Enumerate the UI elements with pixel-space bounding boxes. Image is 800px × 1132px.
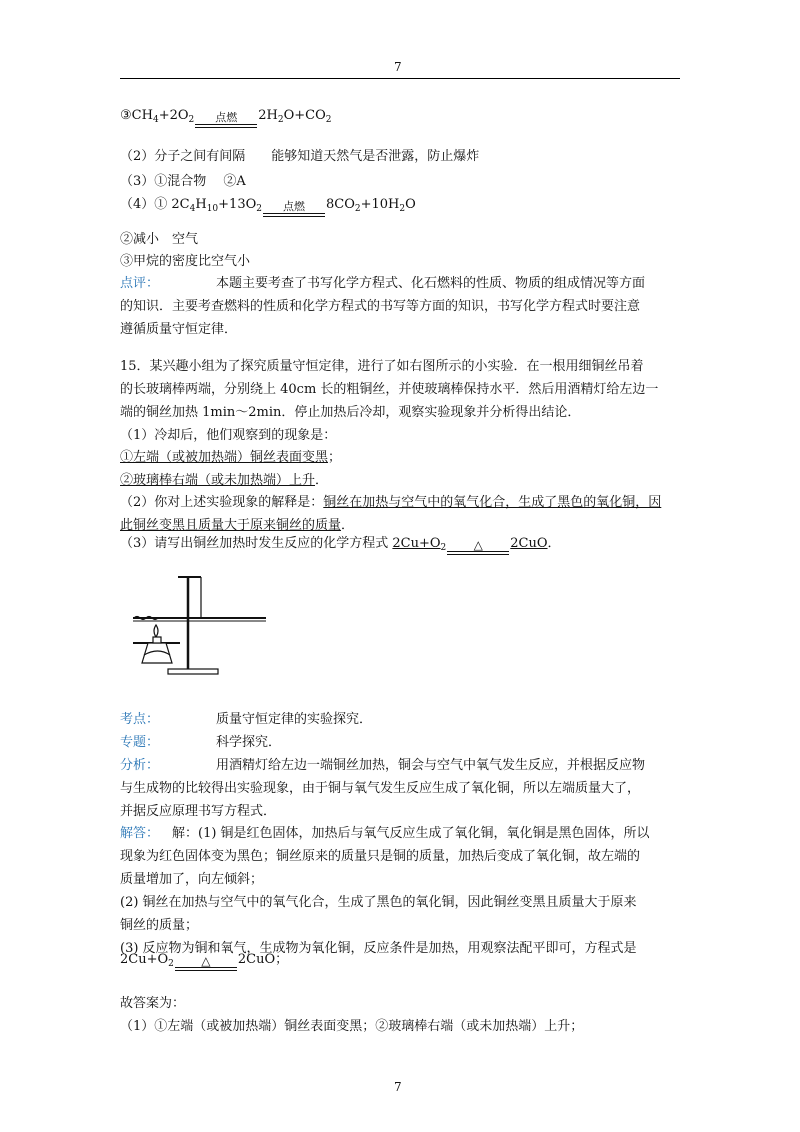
stand-base [168, 669, 218, 674]
final-answer-label: 故答案为： [120, 996, 186, 1011]
solution-equation: $2Cu+O_2$ △ 2CuO； [120, 952, 289, 969]
question-15-text-2: 的长玻璃棒两端，分别绕上 40cm 长的粗铜丝，并使玻璃棒保持水平．然后用酒精灯给左边一 [120, 382, 659, 397]
answer-line-3: （3）①混合物 ②A [120, 174, 246, 189]
final-answer-1: （1）①左端（或被加热端）铜丝表面变黑；②玻璃棒右端（或未加热端）上升； [120, 1019, 584, 1034]
solution-row-2: 现象为红色固体变为黑色；铜丝原来的质量只是铜的质量，加热后变成了氧化铜，故左端的 [120, 849, 641, 864]
reaction-arrow: △ [175, 955, 237, 971]
header-rule [120, 78, 680, 79]
comment-line-3: 遵循质量守恒定律． [120, 322, 238, 337]
solution-label: 解答： [120, 826, 160, 841]
reaction-arrow: △ [447, 539, 509, 555]
reaction-arrow: 点燃 [195, 112, 257, 128]
reaction-arrow: 点燃 [263, 201, 325, 217]
analysis-label: 分析： [120, 758, 160, 773]
header-page-number: 7 [394, 60, 402, 74]
analysis-row-3: 并据反应原理书写方程式． [120, 804, 277, 819]
subquestion-1: （1）冷却后，他们观察到的现象是： [120, 428, 337, 443]
topic-label: 专题： [120, 735, 160, 750]
equation-butane: （4）① $2C_4H_{10}+13O_2$ 点燃 $8CO_2+10H_2O$ [120, 193, 416, 217]
equation-methane: $③CH_4+2O_2$ 点燃 $2H_2O+CO_2$ [120, 108, 331, 128]
answer-line-5: ②减小 空气 [120, 232, 199, 247]
question-15-text-3: 端的铜丝加热 1min～2min．停止加热后冷却，观察实验现象并分析得出结论． [120, 405, 581, 420]
topic-row: 专题： 科学探究． [120, 731, 281, 750]
footer-page-number: 7 [394, 1080, 402, 1094]
flame-icon [154, 625, 158, 637]
comment-line-1: 点评： 本题主要考查了书写化学方程式、化石燃料的性质、物质的组成情况等方面 [120, 272, 645, 291]
answer-3-equation: （3）请写出铜丝加热时发生反应的化学方程式 $2Cu+O_2$ △ 2CuO． [120, 536, 561, 553]
experiment-apparatus-figure [128, 563, 288, 678]
key-point-label: 考点： [120, 712, 160, 727]
analysis-row-1: 分析： 用酒精灯给左边一端铜丝加热，铜会与空气中氧气发生反应，并根据反应物 [120, 754, 645, 773]
answer-1a: ①左端（或被加热端）铜丝表面变黑； [120, 450, 342, 465]
question-15-text-1: 15．某兴趣小组为了探究质量守恒定律，进行了如右图所示的小实验．在一根用细铜丝吊着 [120, 359, 644, 374]
solution-row-3: 质量增加了，向左倾斜； [120, 872, 264, 887]
answer-1b: ②玻璃棒右端（或未加热端）上升． [120, 473, 329, 488]
solution-row-5: 铜丝的质量； [120, 918, 199, 933]
solution-row-1: 解答： 解：(1) 铜是红色固体，加热后与氧气反应生成了氧化铜，氧化铜是黑色固体，所以 [120, 822, 650, 841]
answer-2-line-2: 此铜丝变黑且质量大于原来铜丝的质量． [120, 518, 355, 533]
comment-label: 点评： [120, 276, 160, 291]
analysis-row-2: 与生成物的比较得出实验现象，由于铜与氧气发生反应生成了氧化铜，所以左端质量大了， [120, 781, 641, 796]
solution-row-6: (3) 反应物为铜和氧气，生成物为氧化铜，反应条件是加热，用观察法配平即可，方程式是 [120, 941, 637, 956]
answer-2-line-1: （2）你对上述实验现象的解释是：铜丝在加热与空气中的氧气化合，生成了黑色的氧化铜，因 [120, 495, 662, 510]
key-point-row: 考点： 质量守恒定律的实验探究． [120, 708, 372, 727]
answer-line-6: ③甲烷的密度比空气小 [120, 254, 251, 269]
comment-line-2: 的知识．主要考查燃料的性质和化学方程式的书写等方面的知识，书写化学方程式时要注意 [120, 299, 641, 314]
answer-line-2: （2）分子之间有间隔 能够知道天然气是否泄露，防止爆炸 [120, 149, 480, 164]
solution-row-4: (2) 铜丝在加热与空气中的氧气化合，生成了黑色的氧化铜，因此铜丝变黑且质量大于原来 [120, 895, 637, 910]
